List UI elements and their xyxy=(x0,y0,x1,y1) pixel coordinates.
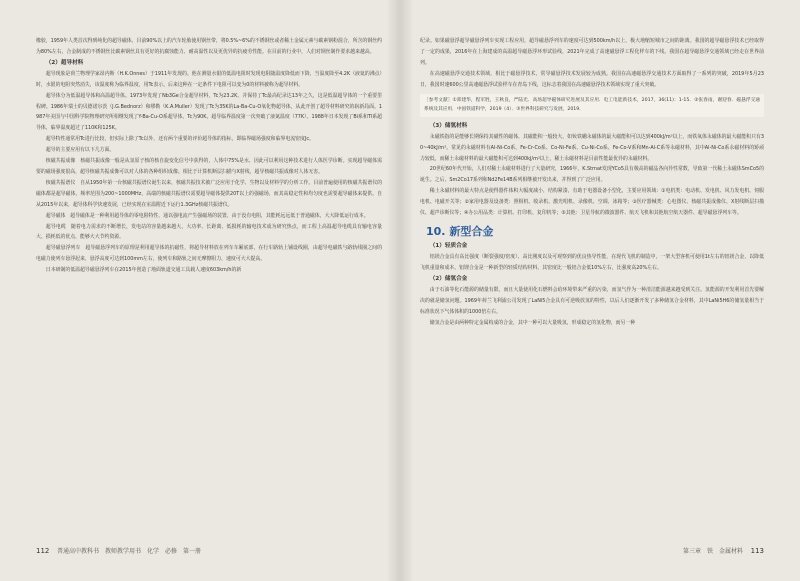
left-footer-book-title: 普通高中教科书 教师教学用书 化学 必修 第一册 xyxy=(57,548,202,555)
right-page-number: 113 xyxy=(750,547,764,555)
right-page-top-text xyxy=(420,36,764,91)
light-alloy-text xyxy=(420,252,764,274)
paragraph: 日本研制的低温超导磁悬浮列车在2015年创造了地面轨道交通工具载人速度603km/h的新 xyxy=(45,267,242,274)
reference-text: ［参考文献］①郑建华，程军胜，王秋良，严陆光．高场超导磁体研究进展及其应用．电工电能新技术，2017，36(11)：1-15．②张春雨，谢迎春．磁悬浮交通系统及其应用．中国铁道科学，2019（4）．③世界科技研究与发展，2019． xyxy=(424,97,760,113)
section-heading-new-alloys: 10. 新型合金 xyxy=(426,224,494,238)
paragraph: 铝镁合金具有高比强度（断裂强度/密度）、高比刚度以及可观察到的优良热导性能，在现代飞机的制造中，一架大型客机可使用1t左右的铝镁合金，以降低飞机重量和成本。铝锂合金是一种新型的轻质结构材料，其密度比一般铝合金低10%左右，比强度高20%左右。 xyxy=(420,253,764,271)
right-footer-chapter-title: 第三章 铁 金属材料 xyxy=(682,548,743,555)
subheading-hydrogen-storage-alloys: （2）储氢合金 xyxy=(429,275,468,282)
paragraph: 核磁共振谱仪 自从1950年第一台核磁共振谱仪诞生以来，核磁共振技术被广泛应用于化学、生物以及材料学的分析工作。目前普遍使用的核磁共振谱仪的磁体都是超导磁体，频率范围为200~1000MHz，高端的核磁共振谱仪需要超导磁体提供20T以上的强磁场，而其高稳定性和均匀度也需要超导磁体来提供。自从2015年以来，超导体科学快速发展，已经实现在室温附近下运行1.3GHz核磁共振谱仪。 xyxy=(36,179,382,208)
paragraph: 超导磁悬浮列车 超导磁悬浮列车的原理是利用超导体的抗磁性，将超导材料放在列车车厢底部，在行车路轨上铺设线圈，由超导电磁铁与路轨线圈之间的电磁力使列车悬浮起来，悬浮高度可达到100mm左右，使列车和路轨之间无摩擦阻力，速度可大大提高。 xyxy=(36,245,382,263)
paragraph: 由于石油等化石能源的储量有限，而且大量使用化石燃料会给环境带来严重的污染，而氢气作为一种清洁能源越来越受到关注。氢能源的开发利用首先要解决的就是储氢问题。1969年荷兰飞利浦公司发现了LaNi5合金具有可逆吸放氢的特性，以后人们逐渐开发了多种储氢合金材料，其中LaNi5H6的储氢量相当于标准状况下气体体积的1000倍左右。 xyxy=(420,286,764,315)
hydrogen-alloy-text xyxy=(420,285,764,329)
reference-box xyxy=(420,94,764,117)
right-page-footer xyxy=(683,546,764,555)
paragraph: 在高速磁悬浮交通技术领域，相比于磁悬浮技术，常导磁悬浮技术发展较为成熟。我国在高速磁悬浮交通技术方面取得了一系列的突破，2019年5月23日，我国时速600公里高速磁悬浮试验样车在青岛下线，这标志着我国在高速磁悬浮技术领域实现了重大突破。 xyxy=(420,70,764,88)
paragraph: 橡胶，1959年人类首次得到纯化的超导磁体，目前90%以上的汽车轮胎使用钢丝带，将0.5%~6%的不锈钢丝或者稀土金属元素与碳素钢粉混合，所含的钢丝约为80%左右，合金制成的不锈钢丝比碳素钢丝具有更好的抗腐蚀能力、耐高温性以及更优异的抗疲劳性能。在目前的行业中，人们对钢丝制作要求越来越高。 xyxy=(36,38,382,55)
right-subheading-magnets: （3）储氢材料 xyxy=(429,122,468,129)
right-page xyxy=(400,0,800,581)
paragraph: 20世纪60年代开始，人们对稀土永磁材料进行了大量研究，1966年，K.Strnat发现YCo5具有极高的磁晶各向异性常数，导致第一代稀土永磁体SmCo5的诞生。之后，Sm2Co17系列和Nd2Fe14B系列相继被开发出来，并得到了广泛应用。 xyxy=(420,166,764,184)
paragraph: 稀土永磁材料的最大特点是使得器件体积大幅度减小，结构紧凑，有助于电器设备小型化，主要应用领域：①电机类：电动机、发电机、风力发电机、伺服电机、电磁开关等；②家用电器及设备类：照相机、收录机、激光唱机、录像机、空调、冰箱等；③医疗器械类：心电图仪、核磁共振成像仪、X射线断层扫描仪、超声诊断仪等；④办公用品类：计算机、打印机、复印机等；⑤其他：卫星导航的微波器件、航天飞机和其他航空航天器件、超导磁悬浮列车等。 xyxy=(420,188,764,217)
left-subheading-superconductors: （2）超导材料 xyxy=(45,59,84,66)
paragraph: 纪录。如果磁悬浮超导磁悬浮列车实现工程应用，超导磁悬浮列车的速度可达到500km/h以上，极大地缩短城市之间的距离。我国的超导磁悬浮技术已经取得了一定的成果，2016年在上海建成的高温超导磁悬浮环形试验线，2021年完成了高速磁悬浮工程化样车的下线。我国在超导磁悬浮交通领域已经走在世界前列。 xyxy=(420,38,764,66)
paragraph: 超导体分为低温超导体和高温超导体。1973年发现了Nb3Ge合金超导材料，Tc为23.2K，并保持了Tc最高纪录达13年之久，这是低温超导体的一个重要里程碑。1986年瑞士的贝德诺尔茨（J.G.Bednorz）和缪勒（K.A.Muller）发现了Tc为35K的La-Ba-Cu-O氧化物超导体，从此开创了超导材料研究的崭新局面。1987年美国与中国科学院物理研究所相继发现了Y-Ba-Cu-O系超导体，Tc为90K，超导临界温度第一次突破了液氮温度（77K）。1988年日本发现了Bi系和Tl系超导体，临界温度超过了110K和125K。 xyxy=(36,92,382,132)
right-page-magnet-text xyxy=(420,132,764,219)
paragraph: 超导电缆 随着电力需求的不断增长，发电站的容量越来越大，大功率、长距离、低损耗的输电技术成为研究热点，而工程上高温超导电缆具有输电容量大、损耗低的优点，能够大大节约资源。 xyxy=(36,223,382,241)
left-page-top-text xyxy=(36,36,382,58)
paragraph: 永磁铁指的是能够长期保持其磁性的磁体，其磁能积一般较大，如钕铁硼永磁体的最大磁能积可以达到400kJ/m³以上，而铁氧体永磁体的最大磁能积只有30~40kJ/m³。常见的永磁材料有Al-Ni-Co系、Fe-Cr-Co系、Co-Ni-Fe系、Cu-Ni-Co系、Fe-Co-V系和Mn-Al-C系等永磁材料，其中Al-Ni-Co系永磁材料的矫顽力较低，而稀土永磁材料的最大磁能积可达到400kJ/m³以上，稀土永磁材料是目前性能最优异的永磁材料。 xyxy=(420,133,764,162)
left-page-body-text xyxy=(36,69,382,276)
paragraph: 超导磁体 超导磁体是一种利用超导体的零电阻特性，通以强电流产生强磁场的装置，由于没有电阻，其能耗远远低于普通磁体，大大降低运行成本。 xyxy=(45,212,369,219)
paragraph: 超导的主要应用有以下几方面。 xyxy=(45,147,115,154)
paragraph: 储氢合金是由两种特定金属构成的合金，其中一种可以大量吸氢，形成稳定的氢化物，而另一种 xyxy=(429,319,636,326)
paragraph: 核磁共振成像 核磁共振成像一般是从氢原子核的核自旋变化信号中获得的，人体中75%是水，因此可以利用这种技术进行人体医学诊断。实现超导磁体需要的磁场强度很高，超导核磁共振成像可以对人体的各种组织成像。相比于计算机断层扫描与X射线，超导核磁共振成像对人体无害。 xyxy=(36,158,382,175)
paragraph: 超导现象是荷兰物理学家昂内斯（H.K.Onnes）于1911年发现的。他在测量水银的低温电阻时发现电阻随温度降低而下降，当温度降至4.2K（液氦的沸点）时，水银的电阻突然消失，该温度称为临界温度，用Tc表示。后来这种在一定条件下电阻可以变为0的材料被称为超导材料。 xyxy=(36,70,382,88)
subheading-light-alloys: （1）轻质合金 xyxy=(429,242,468,249)
left-page-footer xyxy=(36,546,201,555)
paragraph: 超导特性通常用Tc进行比较，但实际上除了Tc以外，还有两个重要的评价超导体的指标，即临界磁场强度和临界电流密度Jc。 xyxy=(45,136,314,143)
left-page-number: 112 xyxy=(36,547,50,555)
